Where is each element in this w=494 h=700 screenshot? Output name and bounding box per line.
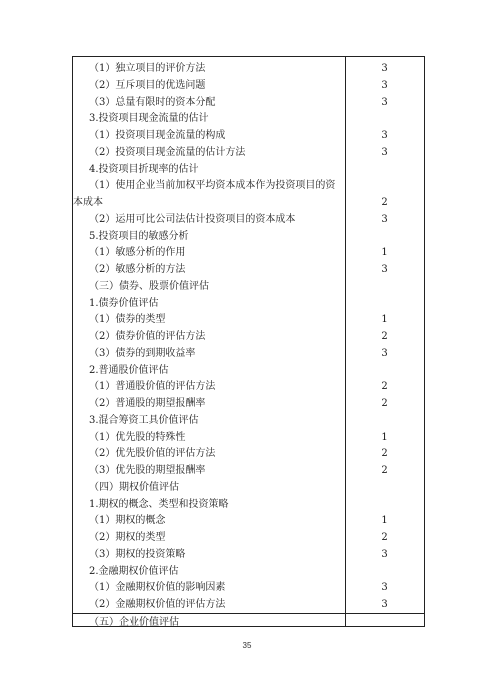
topic-text: （2）期权的类型 — [89, 532, 166, 543]
table-row — [73, 496, 424, 513]
level-cell: 3 — [381, 347, 388, 359]
table-row — [73, 378, 424, 395]
topic-text: 2.金融期权价值评估 — [89, 565, 179, 577]
table-row — [73, 311, 424, 328]
topic-text: （1）使用企业当前加权平均资本成本作为投资项目的资 — [89, 180, 336, 192]
topic-text: （3）优先股的期望报酬率 — [89, 465, 206, 476]
table-row — [73, 429, 424, 446]
topic-text: 1.期权的概念、类型和投资策略 — [89, 498, 229, 510]
table-row — [73, 194, 424, 211]
topic-text: （2）敏感分析的方法 — [89, 264, 186, 275]
table-row — [73, 345, 424, 362]
table-row — [73, 328, 424, 345]
topic-text: （2）普通股的期望报酬率 — [89, 398, 206, 409]
table-row — [73, 613, 424, 631]
level-cell: 3 — [381, 96, 388, 108]
level-cell: 1 — [381, 431, 388, 443]
level-cell: 2 — [381, 398, 388, 409]
topic-text: （1）期权的概念 — [89, 515, 166, 527]
level-cell: 3 — [381, 548, 388, 560]
table-row — [73, 445, 424, 462]
topic-text: 本成本 — [73, 197, 103, 208]
topic-text: （3）债券的到期收益率 — [89, 347, 196, 359]
table-row — [73, 94, 424, 111]
table-row — [73, 295, 424, 312]
topic-text: 5.投资项目的敏感分析 — [89, 230, 189, 242]
table-row — [73, 596, 424, 613]
topic-text: （2）投资项目现金流量的估计方法 — [89, 146, 246, 158]
table-row — [73, 512, 424, 529]
topic-text: 4.投资项目折现率的估计 — [89, 163, 199, 175]
topic-text: （1）敏感分析的作用 — [89, 247, 186, 259]
topic-text: （2）金融期权价值的评估方法 — [89, 599, 226, 610]
level-cell: 3 — [381, 599, 388, 610]
topic-text: 2.普通股价值评估 — [89, 364, 169, 376]
level-cell: 2 — [381, 197, 388, 208]
table-row — [73, 211, 424, 228]
table-row — [73, 161, 424, 178]
topic-text: （3）总量有限时的资本分配 — [89, 96, 216, 108]
level-cell: 3 — [381, 146, 388, 158]
topic-text: （2）优先股价值的评估方法 — [89, 448, 216, 460]
level-cell: 2 — [381, 448, 388, 460]
table-row — [73, 395, 424, 412]
level-cell: 3 — [381, 264, 388, 275]
topic-text: （五）企业价值评估 — [89, 616, 179, 628]
table-row — [73, 563, 424, 580]
level-cell: 3 — [381, 63, 388, 74]
topic-text: （四）期权价值评估 — [89, 481, 179, 493]
level-cell: 3 — [381, 130, 388, 141]
topic-text: （1）投资项目现金流量的构成 — [89, 130, 226, 141]
table-row — [73, 362, 424, 379]
table-row — [73, 579, 424, 596]
table-row — [73, 546, 424, 563]
topic-text: （2）互斥项目的优选问题 — [89, 79, 206, 91]
level-cell: 2 — [381, 381, 388, 393]
table-row — [73, 77, 424, 94]
table-row — [73, 110, 424, 127]
topic-text: （2）运用可比公司法估计投资项目的资本成本 — [89, 213, 296, 225]
topic-text: （2）债券价值的评估方法 — [89, 331, 206, 342]
table-row — [73, 412, 424, 429]
level-cell: 3 — [381, 582, 388, 594]
topic-text: （3）期权的投资策略 — [89, 548, 186, 560]
topic-text: （三）债券、股票价值评估 — [89, 280, 209, 292]
level-cell: 1 — [381, 515, 388, 527]
topic-text: （1）优先股的特殊性 — [89, 431, 186, 443]
level-cell: 1 — [381, 247, 388, 259]
level-cell: 2 — [381, 331, 388, 342]
level-cell: 1 — [381, 314, 388, 326]
syllabus-table — [72, 56, 425, 627]
table-row — [73, 479, 424, 496]
level-cell: 2 — [381, 532, 388, 543]
topic-text: （1）独立项目的评价方法 — [89, 63, 206, 74]
table-row — [73, 144, 424, 161]
topic-text: （1）债券的类型 — [89, 314, 166, 326]
table-row — [73, 278, 424, 295]
table-row — [73, 462, 424, 479]
table-row — [73, 127, 424, 144]
table-row — [73, 261, 424, 278]
table-row — [73, 244, 424, 261]
table-row — [73, 529, 424, 546]
page-number: 35 — [242, 641, 252, 650]
topic-text: 3.投资项目现金流量的估计 — [89, 113, 209, 125]
topic-text: 3.混合筹资工具价值评估 — [89, 414, 199, 426]
level-cell: 2 — [381, 465, 388, 476]
table-row — [73, 177, 424, 194]
table-row — [73, 60, 424, 77]
topic-text: 1.债券价值评估 — [89, 297, 159, 309]
table-row — [73, 228, 424, 245]
level-cell: 3 — [381, 213, 388, 225]
level-cell: 3 — [381, 79, 388, 91]
topic-text: （1）普通股价值的评估方法 — [89, 381, 216, 393]
topic-text: （1）金融期权价值的影响因素 — [89, 582, 226, 594]
